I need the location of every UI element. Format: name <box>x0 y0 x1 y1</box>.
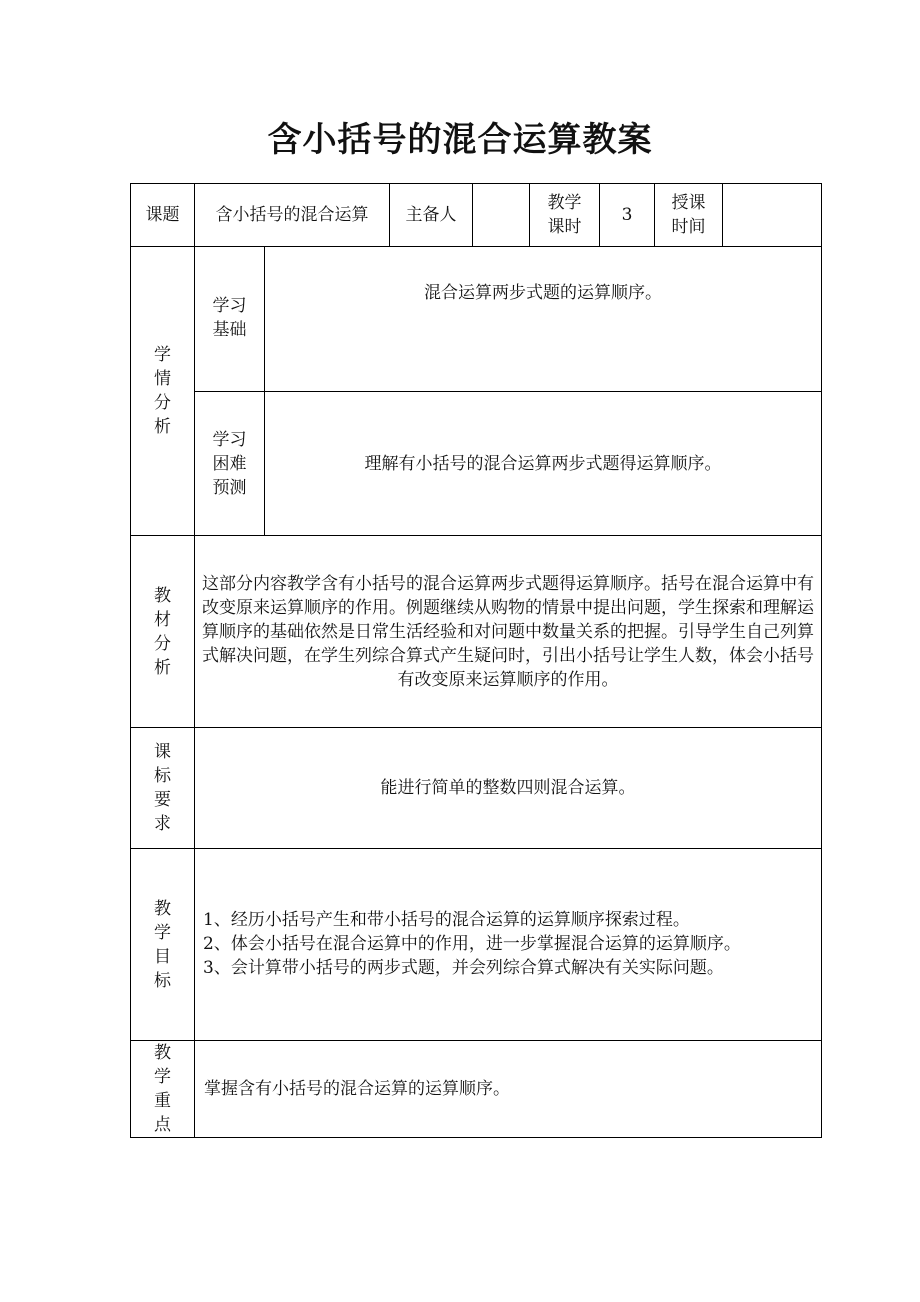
difficulty-row <box>131 392 822 536</box>
basis-row <box>131 247 822 392</box>
goals-list <box>195 849 822 1041</box>
basis-label: 学习基础 <box>195 247 265 392</box>
material-row <box>131 536 822 728</box>
document-title: 含小括号的混合运算教案 <box>267 120 653 160</box>
difficulty-text: 理解有小括号的混合运算两步式题得运算顺序。 <box>265 392 822 536</box>
key-point-label: 教学重点 <box>131 1041 195 1138</box>
material-text: 这部分内容教学含有小括号的混合运算两步式题得运算顺序。括号在混合运算中有改变原来运算顺序的作用。例题继续从购物的情景中提出问题，学生探索和理解运算顺序的基础依然是日常生活经验和对问题中数量关系的把握。引导学生自己列算式解决问题，在学生列综合算式产生疑问时，引出小括号让学生人数，体会小括号有改变原来运算顺序的作用。 <box>195 536 822 728</box>
standard-row <box>131 728 822 849</box>
difficulty-label: 学习困难预测 <box>195 392 265 536</box>
time-value <box>723 184 822 247</box>
preparer-label: 主备人 <box>390 184 473 247</box>
key-point-row <box>131 1041 822 1138</box>
goals-row <box>131 849 822 1041</box>
topic-label: 课题 <box>131 184 195 247</box>
goals-label: 教学目标 <box>131 849 195 1041</box>
standard-text: 能进行简单的整数四则混合运算。 <box>195 728 822 849</box>
material-label: 教材分析 <box>131 536 195 728</box>
key-point-text: 掌握含有小括号的混合运算的运算顺序。 <box>195 1041 822 1138</box>
goal-item: 1、经历小括号产生和带小括号的混合运算的运算顺序探索过程。 <box>203 909 690 930</box>
preparer-value <box>473 184 530 247</box>
goal-item: 2、体会小括号在混合运算中的作用，进一步掌握混合运算的运算顺序。 <box>203 933 741 954</box>
lesson-plan-table <box>130 183 822 1138</box>
analysis-label: 学情分析 <box>131 247 195 536</box>
standard-label: 课标要求 <box>131 728 195 849</box>
time-label: 授课时间 <box>655 184 723 247</box>
topic-value: 含小括号的混合运算 <box>195 184 390 247</box>
goal-item: 3、会计算带小括号的两步式题，并会列综合算式解决有关实际问题。 <box>203 957 724 978</box>
hours-label: 教学课时 <box>530 184 600 247</box>
header-row <box>131 184 822 247</box>
hours-value: 3 <box>600 184 655 247</box>
basis-text: 混合运算两步式题的运算顺序。 <box>265 247 822 392</box>
